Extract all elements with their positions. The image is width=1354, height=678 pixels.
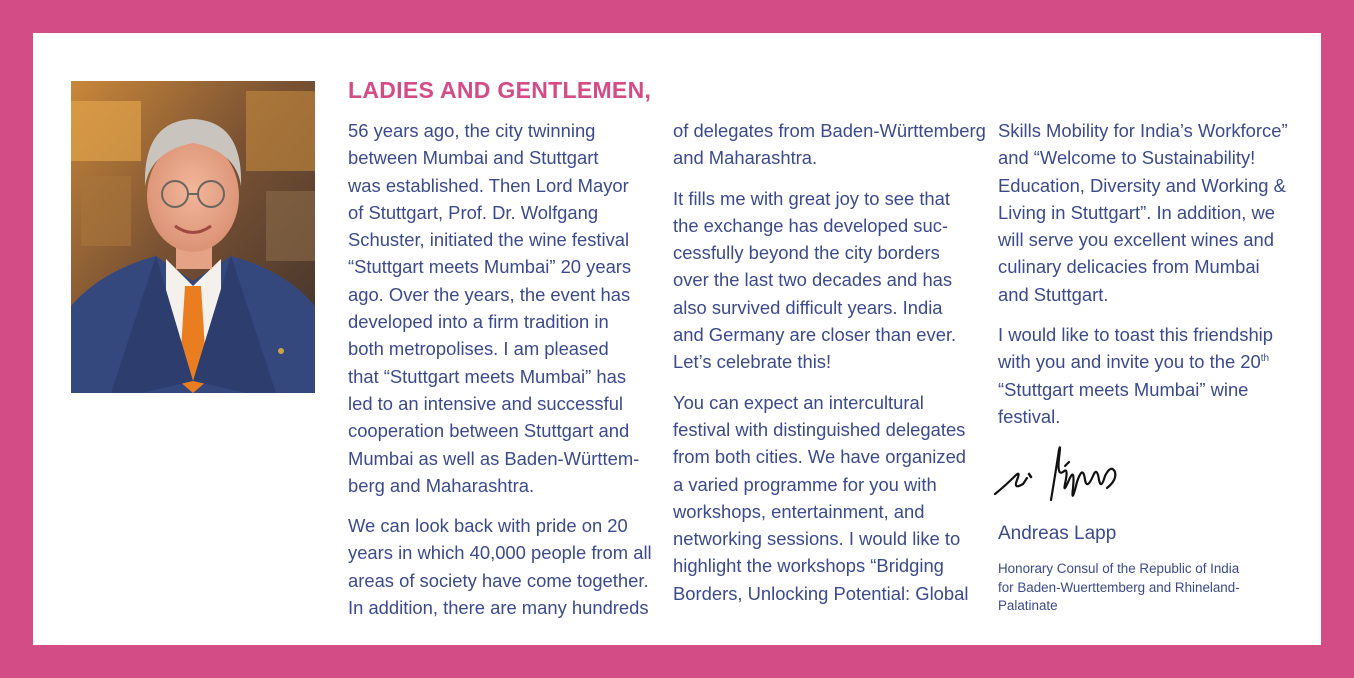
text-line bbox=[998, 348, 1308, 375]
text-line: from both cities. We have organized bbox=[673, 446, 967, 468]
text-line: will serve you excellent wines and bbox=[998, 229, 1274, 251]
signer-name: Andreas Lapp bbox=[998, 523, 1117, 544]
text-line: also survived difficult years. India bbox=[673, 296, 943, 318]
title-line: Palatinate bbox=[998, 598, 1058, 613]
text-line: It fills me with great joy to see that bbox=[673, 187, 951, 209]
text-line: ago. Over the years, the event has bbox=[348, 283, 631, 305]
text-line: Living in Stuttgart”. In addition, we bbox=[998, 201, 1276, 223]
letter-card bbox=[33, 33, 1321, 645]
salutation-heading: LADIES AND GENTLEMEN, bbox=[348, 77, 652, 103]
text-line: workshops, entertainment, and bbox=[673, 500, 925, 522]
text-fragment: with you and invite you to the 20 bbox=[998, 351, 1261, 373]
text-line: and Maharashtra. bbox=[673, 147, 818, 169]
text-line: and Germany are closer than ever. bbox=[673, 324, 957, 346]
ordinal-suffix: th bbox=[1260, 353, 1270, 365]
text-line: Borders, Unlocking Potential: Global bbox=[673, 582, 969, 604]
title-line: Honorary Consul of the Republic of India bbox=[998, 561, 1240, 576]
text-line: Education, Diversity and Working & bbox=[998, 174, 1286, 196]
text-line: cooperation between Stuttgart and bbox=[348, 420, 630, 442]
text-line: a varied programme for you with bbox=[673, 473, 937, 495]
text-line: networking sessions. I would like to bbox=[673, 528, 961, 550]
paragraph bbox=[673, 185, 978, 376]
letter-column-3 bbox=[998, 117, 1308, 443]
text-line: Schuster, initiated the wine festival bbox=[348, 229, 630, 251]
text-line: and Stuttgart. bbox=[998, 283, 1109, 305]
paragraph bbox=[998, 321, 1308, 430]
paragraph bbox=[673, 389, 978, 607]
paragraph bbox=[673, 117, 986, 172]
text-line: areas of society have come together. bbox=[348, 569, 649, 591]
text-line: 56 years ago, the city twinning bbox=[348, 120, 596, 141]
text-line: “Stuttgart meets Mumbai” wine bbox=[998, 378, 1249, 400]
signer-title bbox=[998, 560, 1288, 616]
text-line: We can look back with pride on 20 bbox=[348, 515, 628, 537]
text-line: highlight the workshops “Bridging bbox=[673, 555, 944, 577]
text-line: both metropolises. I am pleased bbox=[348, 338, 609, 360]
text-line: of delegates from Baden-Württemberg bbox=[673, 120, 986, 141]
text-line: berg and Maharashtra. bbox=[348, 474, 535, 496]
text-line: that “Stuttgart meets Mumbai” has bbox=[348, 365, 627, 387]
letter-column-2 bbox=[673, 117, 986, 620]
handwritten-signature bbox=[993, 436, 1143, 516]
text-line: Let’s celebrate this! bbox=[673, 351, 832, 373]
text-line: years in which 40,000 people from all bbox=[348, 542, 652, 564]
text-line: Skills Mobility for India’s Workforce” bbox=[998, 120, 1288, 141]
text-line: was established. Then Lord Mayor bbox=[348, 174, 629, 196]
text-line: You can expect an intercultural bbox=[673, 391, 924, 413]
paragraph bbox=[998, 117, 1308, 308]
text-line: Mumbai as well as Baden-Württem- bbox=[348, 447, 640, 469]
text-line: I would like to toast this friendship bbox=[998, 324, 1273, 346]
text-line: and “Welcome to Sustainability! bbox=[998, 147, 1256, 169]
paragraph bbox=[348, 117, 650, 499]
text-line: “Stuttgart meets Mumbai” 20 years bbox=[348, 256, 632, 278]
text-line: the exchange has developed suc- bbox=[673, 214, 949, 236]
text-line: led to an intensive and successful bbox=[348, 392, 624, 414]
portrait-photo bbox=[71, 81, 315, 393]
text-line: developed into a firm tradition in bbox=[348, 311, 609, 333]
text-line: festival. bbox=[998, 405, 1061, 427]
text-line: cessfully beyond the city borders bbox=[673, 242, 940, 264]
portrait-image bbox=[71, 81, 315, 393]
text-line: over the last two decades and has bbox=[673, 269, 953, 291]
text-line: festival with distinguished delegates bbox=[673, 418, 966, 440]
title-line: for Baden-Wuerttemberg and Rhineland- bbox=[998, 579, 1240, 595]
paragraph bbox=[348, 512, 650, 621]
letter-column-1 bbox=[348, 117, 650, 634]
text-line: between Mumbai and Stuttgart bbox=[348, 147, 599, 169]
text-line: culinary delicacies from Mumbai bbox=[998, 256, 1260, 278]
text-line: In addition, there are many hundreds bbox=[348, 597, 649, 619]
text-line: of Stuttgart, Prof. Dr. Wolfgang bbox=[348, 201, 599, 223]
